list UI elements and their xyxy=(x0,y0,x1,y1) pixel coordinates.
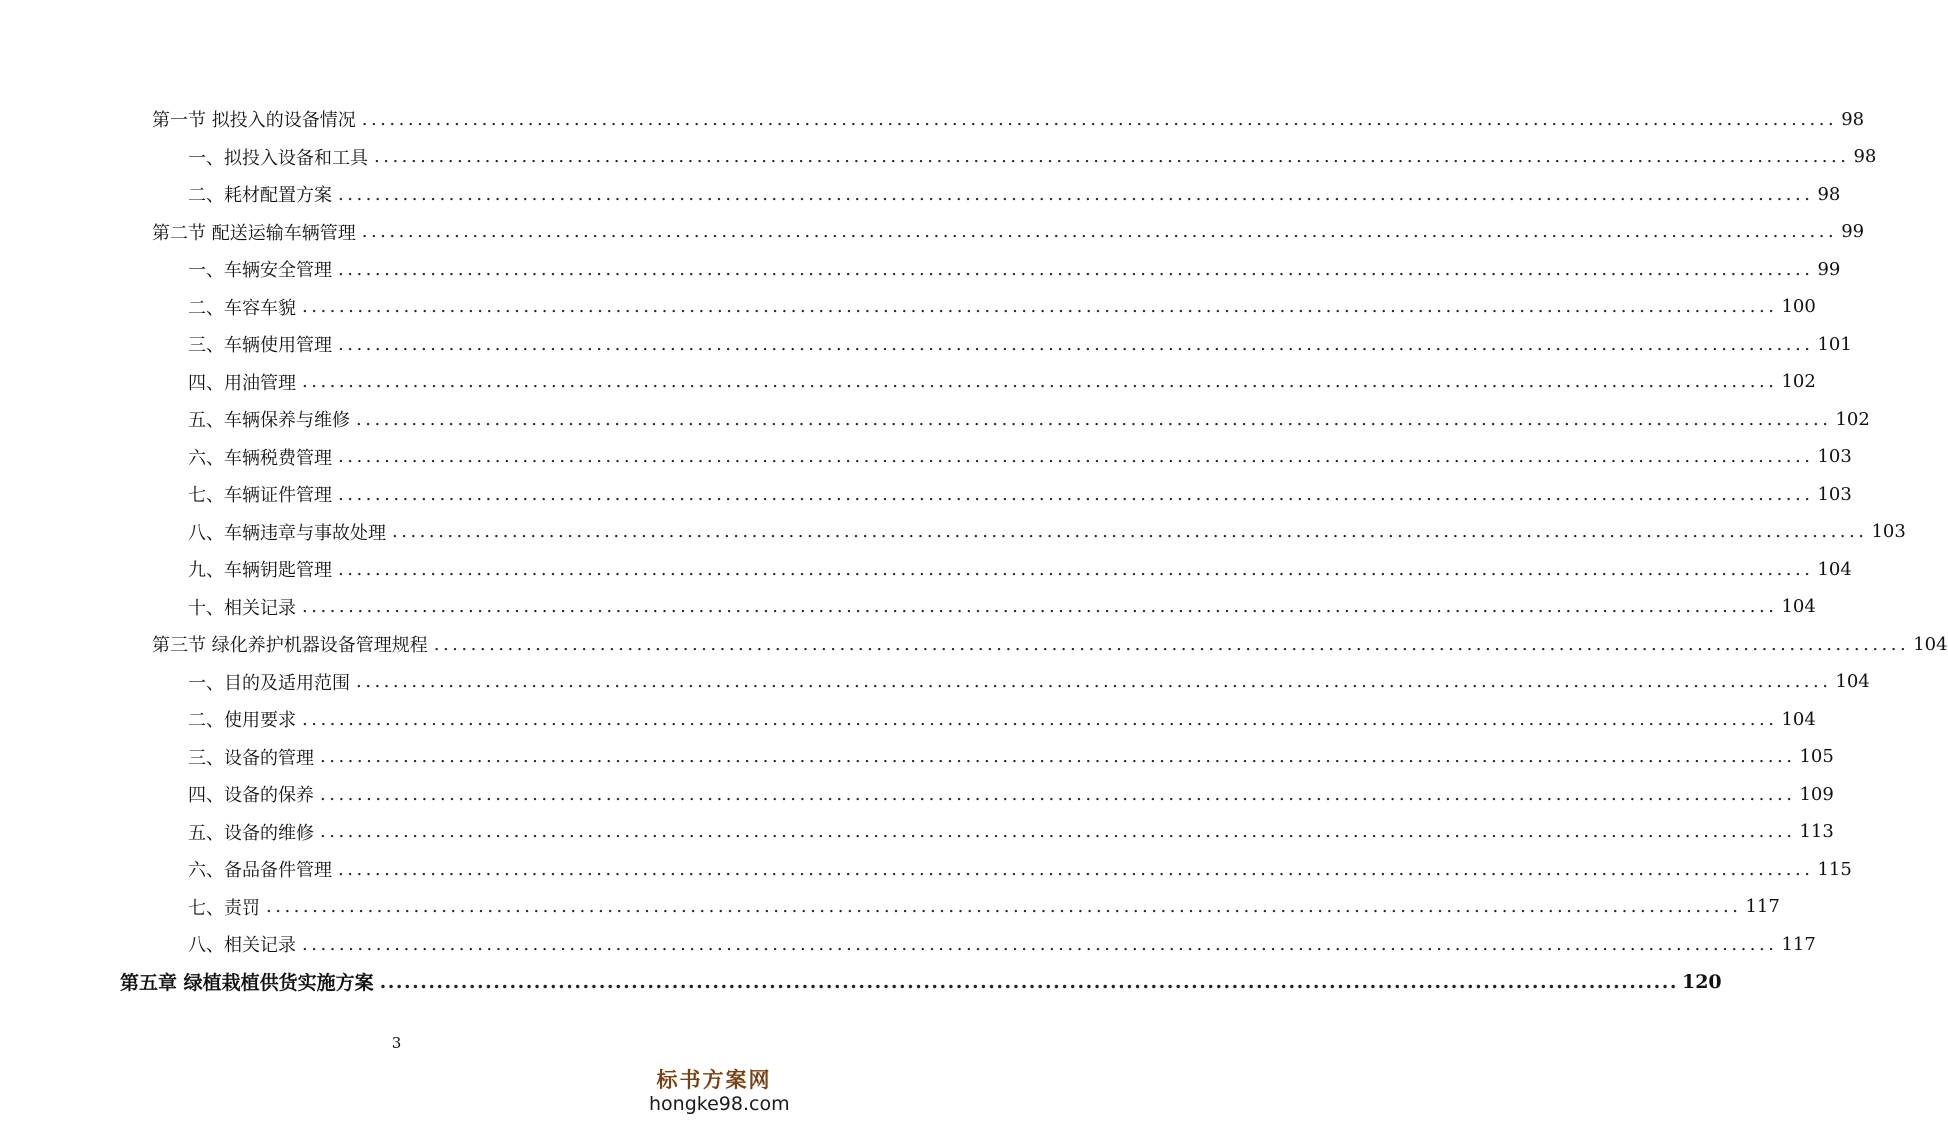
toc-entry-label: 七、责罚 xyxy=(188,897,260,919)
toc-entry-item[interactable] xyxy=(188,481,1852,507)
dot-leader: ................................................................................................................................................................ xyxy=(379,970,1678,993)
toc-entry-chapter[interactable] xyxy=(120,969,1722,995)
toc-entry-page: 98 xyxy=(1817,183,1841,205)
toc-entry-label: 一、车辆安全管理 xyxy=(188,260,332,281)
toc-entry-label: 四、设备的保养 xyxy=(188,785,314,806)
toc-entry-page: 103 xyxy=(1817,446,1852,467)
toc-entry-page: 101 xyxy=(1817,333,1852,355)
dot-leader: ................................................................................................................................................................ xyxy=(320,746,1796,767)
toc-entry-label: 五、设备的维修 xyxy=(188,822,314,844)
dot-leader: ................................................................................................................................................................ xyxy=(338,333,1814,355)
dot-leader: ................................................................................................................................................................ xyxy=(338,258,1814,280)
toc-entry-page: 102 xyxy=(1835,408,1870,430)
toc-entry-label: 六、车辆税费管理 xyxy=(188,447,332,469)
toc-entry-page: 105 xyxy=(1799,746,1834,767)
dot-leader: ................................................................................................................................................................ xyxy=(302,296,1778,317)
toc-entry-page: 103 xyxy=(1817,483,1852,505)
toc-entry-item[interactable] xyxy=(188,744,1834,770)
toc-entry-item[interactable] xyxy=(188,444,1852,470)
toc-entry-label: 九、车辆钥匙管理 xyxy=(188,560,332,581)
dot-leader: ................................................................................................................................................................ xyxy=(266,896,1742,917)
dot-leader: ................................................................................................................................................................ xyxy=(338,858,1814,880)
dot-leader: ................................................................................................................................................................ xyxy=(433,633,1910,655)
toc-entry-label: 一、拟投入设备和工具 xyxy=(188,147,368,169)
toc-entry-label: 八、相关记录 xyxy=(188,935,296,956)
toc-entry-page: 120 xyxy=(1681,970,1722,993)
toc-entry-label: 二、耗材配置方案 xyxy=(188,185,332,206)
dot-leader: ................................................................................................................................................................ xyxy=(320,821,1796,842)
dot-leader: ................................................................................................................................................................ xyxy=(356,671,1832,692)
toc-entry-item[interactable] xyxy=(188,594,1816,620)
dot-leader: ................................................................................................................................................................ xyxy=(392,521,1868,542)
toc-entry-label: 第三节 绿化养护机器设备管理规程 xyxy=(152,635,428,656)
toc-entry-page: 104 xyxy=(1781,596,1816,617)
toc-entry-item[interactable] xyxy=(188,706,1816,732)
toc-entry-item[interactable] xyxy=(188,781,1834,807)
toc-entry-item[interactable] xyxy=(188,856,1852,882)
dot-leader: ................................................................................................................................................................ xyxy=(338,558,1814,580)
toc-entry-page: 99 xyxy=(1817,258,1841,280)
dot-leader: ................................................................................................................................................................ xyxy=(338,446,1814,467)
toc-entry-item[interactable] xyxy=(188,294,1816,320)
toc-entry-item[interactable] xyxy=(188,331,1852,357)
toc-entry-section[interactable] xyxy=(152,631,1948,657)
toc-entry-page: 104 xyxy=(1817,558,1852,580)
toc-entry-page: 117 xyxy=(1781,933,1816,955)
toc-entry-label: 三、设备的管理 xyxy=(188,747,314,769)
toc-entry-item[interactable] xyxy=(188,819,1834,845)
toc-entry-item[interactable] xyxy=(188,406,1870,432)
dot-leader: ................................................................................................................................................................ xyxy=(361,108,1838,130)
dot-leader: ................................................................................................................................................................ xyxy=(302,596,1778,617)
toc-entry-page: 117 xyxy=(1745,896,1780,917)
toc-entry-item[interactable] xyxy=(188,144,1877,170)
toc-entry-label: 七、车辆证件管理 xyxy=(188,485,332,506)
toc-entry-item[interactable] xyxy=(188,556,1852,582)
dot-leader: ................................................................................................................................................................ xyxy=(320,783,1796,805)
dot-leader: ................................................................................................................................................................ xyxy=(302,708,1778,730)
toc-entry-label: 二、车容车貌 xyxy=(188,297,296,319)
dot-leader: ................................................................................................................................................................ xyxy=(338,183,1814,205)
toc-entry-label: 第五章 绿植栽植供货实施方案 xyxy=(120,972,374,994)
toc-entry-page: 109 xyxy=(1799,783,1834,805)
toc-entry-page: 104 xyxy=(1781,708,1816,730)
toc-entry-label: 八、车辆违章与事故处理 xyxy=(188,522,386,544)
toc-entry-label: 十、相关记录 xyxy=(188,597,296,619)
toc-entry-page: 100 xyxy=(1781,296,1816,317)
toc-entry-label: 四、用油管理 xyxy=(188,372,296,394)
dot-leader: ................................................................................................................................................................ xyxy=(302,933,1778,955)
dot-leader: ................................................................................................................................................................ xyxy=(338,483,1814,505)
page-number: 3 xyxy=(391,1034,402,1052)
toc-entry-item[interactable] xyxy=(188,669,1870,695)
dot-leader: ................................................................................................................................................................ xyxy=(374,146,1850,167)
toc-entry-label: 五、车辆保养与维修 xyxy=(188,410,350,431)
toc-entry-item[interactable] xyxy=(188,894,1780,920)
dot-leader: ................................................................................................................................................................ xyxy=(356,408,1832,430)
dot-leader: ................................................................................................................................................................ xyxy=(361,221,1838,242)
toc-entry-item[interactable] xyxy=(188,519,1906,545)
toc-entry-page: 102 xyxy=(1781,371,1816,392)
toc-entry-page: 104 xyxy=(1835,671,1870,692)
toc-entry-page: 103 xyxy=(1871,521,1906,542)
toc-entry-page: 113 xyxy=(1799,821,1834,842)
watermark-logo xyxy=(649,1067,790,1116)
toc-entry-page: 115 xyxy=(1817,858,1852,880)
toc-entry-item[interactable] xyxy=(188,931,1816,957)
watermark-url: hongke98.com xyxy=(649,1093,790,1115)
toc-entry-item[interactable] xyxy=(188,256,1841,282)
toc-entry-label: 一、目的及适用范围 xyxy=(188,672,350,694)
toc-entry-page: 99 xyxy=(1841,221,1865,242)
toc-entry-section[interactable] xyxy=(152,219,1865,245)
toc-entry-label: 第一节 拟投入的设备情况 xyxy=(152,110,356,131)
toc-entry-label: 六、备品备件管理 xyxy=(188,860,332,881)
toc-entry-page: 98 xyxy=(1853,146,1877,167)
watermark-name: 标书方案网 xyxy=(656,1067,772,1092)
toc-entry-label: 三、车辆使用管理 xyxy=(188,335,332,356)
toc-entry-page: 98 xyxy=(1841,108,1865,130)
toc-entry-page: 104 xyxy=(1913,633,1948,655)
dot-leader: ................................................................................................................................................................ xyxy=(302,371,1778,392)
toc-entry-section[interactable] xyxy=(152,106,1865,132)
toc-entry-label: 第二节 配送运输车辆管理 xyxy=(152,222,356,244)
toc-entry-label: 二、使用要求 xyxy=(188,710,296,731)
toc-entry-item[interactable] xyxy=(188,369,1816,395)
toc-entry-item[interactable] xyxy=(188,181,1841,207)
